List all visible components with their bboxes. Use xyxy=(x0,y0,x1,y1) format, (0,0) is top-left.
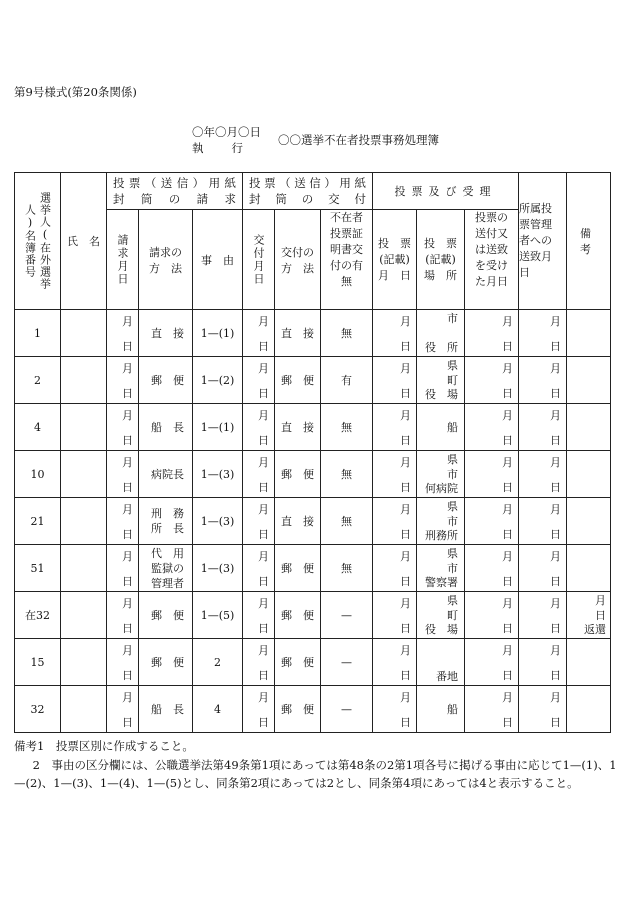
delivery-method-cell: 郵 便 xyxy=(275,592,321,639)
day-mark: 日 xyxy=(258,716,269,729)
place-line: 刑務所 xyxy=(425,529,458,542)
request-method-cell xyxy=(139,639,193,686)
month-mark: 月 xyxy=(258,644,269,657)
name-cell xyxy=(61,357,107,404)
form-number: 第9号様式(第20条関係) xyxy=(14,85,137,99)
register-rows xyxy=(15,310,611,733)
certificate-cell: 有 xyxy=(321,357,373,404)
request-date-cell xyxy=(107,686,139,733)
sent-date-cell xyxy=(465,592,519,639)
remarks-cell xyxy=(567,592,611,639)
day-mark: 日 xyxy=(550,340,561,353)
remark-lines xyxy=(567,594,610,636)
place-line: 船 xyxy=(447,420,458,434)
sent-date-cell xyxy=(465,357,519,404)
day-mark: 日 xyxy=(550,575,561,588)
name-cell xyxy=(61,451,107,498)
reason-cell: 1—(3) xyxy=(193,451,243,498)
month-mark: 月 xyxy=(400,644,411,657)
month-mark: 月 xyxy=(400,315,411,328)
header-date: 〇年〇月〇日 xyxy=(192,125,261,139)
method-line: 管理者 xyxy=(151,576,184,590)
remarks-cell xyxy=(567,357,611,404)
place-line: 船 xyxy=(447,702,458,716)
register-table xyxy=(14,172,614,733)
month-mark: 月 xyxy=(258,362,269,375)
vote-date-cell xyxy=(373,545,417,592)
voter-no-cell: 1 xyxy=(15,310,61,357)
col-vote-date: 投 票 (記載) 月 日 xyxy=(373,210,417,310)
day-mark: 日 xyxy=(122,528,133,541)
table-row xyxy=(15,592,611,639)
reason-cell: 1—(5) xyxy=(193,592,243,639)
day-mark: 日 xyxy=(502,716,513,729)
delivery-date-cell xyxy=(243,451,275,498)
voter-no-cell: 21 xyxy=(15,498,61,545)
place-line: 役 所 xyxy=(425,341,458,354)
remark-line: 月 xyxy=(595,594,606,607)
place-line: 警察署 xyxy=(425,576,458,589)
day-mark: 日 xyxy=(258,481,269,494)
method-line: 監獄の xyxy=(151,561,184,575)
request-date-cell xyxy=(107,592,139,639)
request-method-cell xyxy=(139,357,193,404)
col-reason: 事 由 xyxy=(193,210,243,310)
voter-no-cell: 51 xyxy=(15,545,61,592)
col-sent-date: 投票の 送付又 は送致 を受け た月日 xyxy=(465,210,519,310)
request-method-cell xyxy=(139,686,193,733)
col-remarks: 備 考 xyxy=(567,173,611,310)
month-mark: 月 xyxy=(550,644,561,657)
day-mark: 日 xyxy=(502,575,513,588)
day-mark: 日 xyxy=(122,340,133,353)
day-mark: 日 xyxy=(400,669,411,682)
delivery-method-cell: 郵 便 xyxy=(275,357,321,404)
place-line: 市 xyxy=(447,561,458,575)
month-mark: 月 xyxy=(550,503,561,516)
request-method-cell xyxy=(139,404,193,451)
month-mark: 月 xyxy=(258,456,269,469)
day-mark: 日 xyxy=(258,575,269,588)
vote-place-cell xyxy=(417,310,465,357)
month-mark: 月 xyxy=(502,691,513,704)
day-mark: 日 xyxy=(502,434,513,447)
group-request-line2: 封筒の請求 xyxy=(113,192,236,206)
month-mark: 月 xyxy=(400,503,411,516)
method-line: 船 長 xyxy=(151,702,184,716)
col-request-method: 請求の 方 法 xyxy=(139,210,193,310)
vote-date-cell xyxy=(373,639,417,686)
month-mark: 月 xyxy=(502,409,513,422)
manager-date-cell xyxy=(519,639,567,686)
day-mark: 日 xyxy=(400,622,411,635)
day-mark: 日 xyxy=(400,528,411,541)
month-mark: 月 xyxy=(400,597,411,610)
manager-date-cell xyxy=(519,498,567,545)
month-mark: 月 xyxy=(502,456,513,469)
day-mark: 日 xyxy=(400,340,411,353)
certificate-cell: — xyxy=(321,639,373,686)
method-line: 郵 便 xyxy=(151,608,184,622)
vote-date-cell xyxy=(373,404,417,451)
month-mark: 月 xyxy=(258,503,269,516)
month-mark: 月 xyxy=(502,550,513,563)
day-mark: 日 xyxy=(550,434,561,447)
col-certificate: 不在者 投票証 明書交 付の有 無 xyxy=(321,210,373,310)
reason-cell: 1—(1) xyxy=(193,310,243,357)
method-line: 船 長 xyxy=(151,420,184,434)
delivery-method-cell: 直 接 xyxy=(275,310,321,357)
month-mark: 月 xyxy=(122,550,133,563)
day-mark: 日 xyxy=(502,669,513,682)
month-mark: 月 xyxy=(502,503,513,516)
month-mark: 月 xyxy=(258,597,269,610)
day-mark: 日 xyxy=(550,387,561,400)
place-line: 何病院 xyxy=(425,482,458,495)
day-mark: 日 xyxy=(502,528,513,541)
day-mark: 日 xyxy=(550,528,561,541)
col-delivery-method: 交付の 方 法 xyxy=(275,210,321,310)
delivery-date-cell xyxy=(243,404,275,451)
sent-date-cell xyxy=(465,451,519,498)
day-mark: 日 xyxy=(502,481,513,494)
remarks-cell xyxy=(567,404,611,451)
month-mark: 月 xyxy=(122,691,133,704)
month-mark: 月 xyxy=(550,597,561,610)
month-mark: 月 xyxy=(122,409,133,422)
sent-date-cell xyxy=(465,310,519,357)
request-method-cell xyxy=(139,592,193,639)
remarks-cell xyxy=(567,545,611,592)
month-mark: 月 xyxy=(550,315,561,328)
place-line: 県 xyxy=(447,594,458,607)
day-mark: 日 xyxy=(400,387,411,400)
table-row xyxy=(15,451,611,498)
day-mark: 日 xyxy=(550,716,561,729)
month-mark: 月 xyxy=(502,644,513,657)
manager-date-cell xyxy=(519,686,567,733)
day-mark: 日 xyxy=(258,669,269,682)
day-mark: 日 xyxy=(400,481,411,494)
group-delivery xyxy=(243,173,373,210)
remarks-cell xyxy=(567,310,611,357)
request-date-cell xyxy=(107,545,139,592)
month-mark: 月 xyxy=(400,456,411,469)
place-line: 町 xyxy=(447,373,458,387)
month-mark: 月 xyxy=(400,409,411,422)
month-mark: 月 xyxy=(258,550,269,563)
group-vote: 投票及び受理 xyxy=(373,173,519,210)
remarks-cell xyxy=(567,639,611,686)
name-cell xyxy=(61,639,107,686)
vote-place-cell xyxy=(417,686,465,733)
request-method-cell xyxy=(139,498,193,545)
day-mark: 日 xyxy=(400,716,411,729)
place-line: 県 xyxy=(447,453,458,466)
request-date-cell xyxy=(107,639,139,686)
delivery-date-cell xyxy=(243,310,275,357)
day-mark: 日 xyxy=(258,528,269,541)
voter-no-cell: 32 xyxy=(15,686,61,733)
manager-date-cell xyxy=(519,357,567,404)
table-row xyxy=(15,357,611,404)
manager-date-cell xyxy=(519,592,567,639)
day-mark: 日 xyxy=(502,340,513,353)
certificate-cell: 無 xyxy=(321,451,373,498)
sent-date-cell xyxy=(465,498,519,545)
delivery-date-cell xyxy=(243,592,275,639)
delivery-method-cell: 郵 便 xyxy=(275,451,321,498)
method-line: 郵 便 xyxy=(151,655,184,669)
month-mark: 月 xyxy=(550,550,561,563)
request-date-cell xyxy=(107,357,139,404)
register-header xyxy=(192,124,492,158)
certificate-cell: 無 xyxy=(321,310,373,357)
request-date-cell xyxy=(107,310,139,357)
day-mark: 日 xyxy=(502,387,513,400)
delivery-method-cell: 郵 便 xyxy=(275,639,321,686)
month-mark: 月 xyxy=(400,691,411,704)
group-delivery-line1: 投票（送信）用紙 xyxy=(249,176,366,190)
delivery-date-cell xyxy=(243,639,275,686)
method-line: 郵 便 xyxy=(151,373,184,387)
name-cell xyxy=(61,498,107,545)
place-line: 町 xyxy=(447,608,458,622)
request-date-cell xyxy=(107,451,139,498)
reason-cell: 2 xyxy=(193,639,243,686)
method-line: 病院長 xyxy=(151,467,184,481)
certificate-cell: — xyxy=(321,686,373,733)
place-line: 県 xyxy=(447,547,458,560)
manager-date-cell xyxy=(519,404,567,451)
col-manager-date: 所属投 票管理 者への 送致月 日 xyxy=(519,173,567,310)
day-mark: 日 xyxy=(400,575,411,588)
request-date-cell xyxy=(107,404,139,451)
delivery-date-cell xyxy=(243,545,275,592)
sent-date-cell xyxy=(465,686,519,733)
vote-place-cell xyxy=(417,451,465,498)
delivery-method-cell: 直 接 xyxy=(275,404,321,451)
month-mark: 月 xyxy=(258,315,269,328)
header-exec: 執行 xyxy=(192,141,271,155)
delivery-method-cell: 郵 便 xyxy=(275,686,321,733)
register-title: 〇〇選挙不在者投票事務処理簿 xyxy=(278,133,439,147)
voter-no-cell: 4 xyxy=(15,404,61,451)
day-mark: 日 xyxy=(122,387,133,400)
col-delivery-date: 交付月日 xyxy=(243,210,275,310)
request-method-cell xyxy=(139,310,193,357)
vote-place-cell xyxy=(417,498,465,545)
col-request-date: 請求月日 xyxy=(107,210,139,310)
delivery-method-cell: 郵 便 xyxy=(275,545,321,592)
month-mark: 月 xyxy=(258,691,269,704)
month-mark: 月 xyxy=(122,503,133,516)
delivery-date-cell xyxy=(243,357,275,404)
day-mark: 日 xyxy=(258,622,269,635)
month-mark: 月 xyxy=(502,597,513,610)
table-row xyxy=(15,545,611,592)
request-date-cell xyxy=(107,498,139,545)
note-1: 備考1 投票区別に作成すること。 xyxy=(14,739,194,753)
day-mark: 日 xyxy=(258,434,269,447)
remarks-cell xyxy=(567,498,611,545)
group-request-line1: 投票（送信）用紙 xyxy=(113,176,236,190)
place-line: 市 xyxy=(447,514,458,528)
name-cell xyxy=(61,545,107,592)
day-mark: 日 xyxy=(122,434,133,447)
certificate-cell: 無 xyxy=(321,545,373,592)
col-name: 氏 名 xyxy=(61,173,107,310)
method-line: 代 用 xyxy=(151,546,184,560)
month-mark: 月 xyxy=(122,644,133,657)
group-delivery-line2: 封筒の交付 xyxy=(249,192,366,206)
method-line: 刑 務 xyxy=(151,507,184,520)
reason-cell: 1—(2) xyxy=(193,357,243,404)
month-mark: 月 xyxy=(122,456,133,469)
month-mark: 月 xyxy=(400,550,411,563)
voter-no-cell: 在32 xyxy=(15,592,61,639)
sent-date-cell xyxy=(465,545,519,592)
table-row xyxy=(15,404,611,451)
month-mark: 月 xyxy=(122,597,133,610)
month-mark: 月 xyxy=(550,456,561,469)
vote-place-cell xyxy=(417,357,465,404)
vote-date-cell xyxy=(373,310,417,357)
day-mark: 日 xyxy=(258,340,269,353)
delivery-date-cell xyxy=(243,498,275,545)
table-row xyxy=(15,498,611,545)
vote-date-cell xyxy=(373,686,417,733)
reason-cell: 4 xyxy=(193,686,243,733)
sent-date-cell xyxy=(465,639,519,686)
delivery-date-cell xyxy=(243,686,275,733)
month-mark: 月 xyxy=(122,315,133,328)
remarks-cell xyxy=(567,686,611,733)
vote-place-cell xyxy=(417,639,465,686)
vote-date-cell xyxy=(373,451,417,498)
name-cell xyxy=(61,310,107,357)
place-line: 県 xyxy=(447,359,458,372)
request-method-cell xyxy=(139,451,193,498)
remark-line: 日 xyxy=(595,608,606,622)
vote-date-cell xyxy=(373,357,417,404)
month-mark: 月 xyxy=(258,409,269,422)
voter-no-cell: 10 xyxy=(15,451,61,498)
remark-line: 返還 xyxy=(584,623,606,636)
request-method-cell xyxy=(139,545,193,592)
vote-place-cell xyxy=(417,404,465,451)
month-mark: 月 xyxy=(550,362,561,375)
day-mark: 日 xyxy=(502,622,513,635)
day-mark: 日 xyxy=(122,716,133,729)
note-2 xyxy=(14,756,618,792)
remarks-cell xyxy=(567,451,611,498)
certificate-cell: 無 xyxy=(321,498,373,545)
day-mark: 日 xyxy=(550,622,561,635)
manager-date-cell xyxy=(519,310,567,357)
day-mark: 日 xyxy=(122,622,133,635)
month-mark: 月 xyxy=(550,691,561,704)
table-row xyxy=(15,639,611,686)
name-cell xyxy=(61,686,107,733)
manager-date-cell xyxy=(519,545,567,592)
manager-date-cell xyxy=(519,451,567,498)
col-vote-place: 投 票 (記載) 場 所 xyxy=(417,210,465,310)
vote-date-cell xyxy=(373,592,417,639)
delivery-method-cell: 直 接 xyxy=(275,498,321,545)
reason-cell: 1—(3) xyxy=(193,498,243,545)
day-mark: 日 xyxy=(122,575,133,588)
day-mark: 日 xyxy=(550,481,561,494)
method-line: 直 接 xyxy=(151,326,184,340)
table-row xyxy=(15,310,611,357)
method-line: 所 長 xyxy=(151,522,184,535)
place-line: 番地 xyxy=(436,670,458,683)
note-2-text: 事由の区分欄には、公職選挙法第49条第1項にあっては第48条の2第1項各号に掲げる事由に応じて1—(1)、1—(2)、1—(3)、1—(4)、1—(5)とし、同条第2項にあっては2とし、同条第4項にあっては4と表示すること。 xyxy=(14,758,617,790)
month-mark: 月 xyxy=(400,362,411,375)
group-request xyxy=(107,173,243,210)
vote-date-cell xyxy=(373,498,417,545)
reason-cell: 1—(1) xyxy=(193,404,243,451)
voter-no-cell: 2 xyxy=(15,357,61,404)
place-line: 市 xyxy=(447,312,458,325)
vote-place-cell xyxy=(417,545,465,592)
month-mark: 月 xyxy=(122,362,133,375)
day-mark: 日 xyxy=(122,481,133,494)
place-line: 役 場 xyxy=(425,623,458,636)
name-cell xyxy=(61,592,107,639)
month-mark: 月 xyxy=(502,315,513,328)
name-cell xyxy=(61,404,107,451)
day-mark: 日 xyxy=(400,434,411,447)
month-mark: 月 xyxy=(550,409,561,422)
certificate-cell: 無 xyxy=(321,404,373,451)
day-mark: 日 xyxy=(258,387,269,400)
place-line: 市 xyxy=(447,467,458,481)
voter-no-cell: 15 xyxy=(15,639,61,686)
month-mark: 月 xyxy=(502,362,513,375)
day-mark: 日 xyxy=(550,669,561,682)
certificate-cell: — xyxy=(321,592,373,639)
place-line: 県 xyxy=(447,500,458,513)
sent-date-cell xyxy=(465,404,519,451)
note-2-number: 2 xyxy=(32,758,40,772)
day-mark: 日 xyxy=(122,669,133,682)
col-voter-no: 選挙人(在外選挙人)名簿番号 xyxy=(15,173,61,310)
reason-cell: 1—(3) xyxy=(193,545,243,592)
table-row xyxy=(15,686,611,733)
place-line: 役 場 xyxy=(425,388,458,401)
vote-place-cell xyxy=(417,592,465,639)
